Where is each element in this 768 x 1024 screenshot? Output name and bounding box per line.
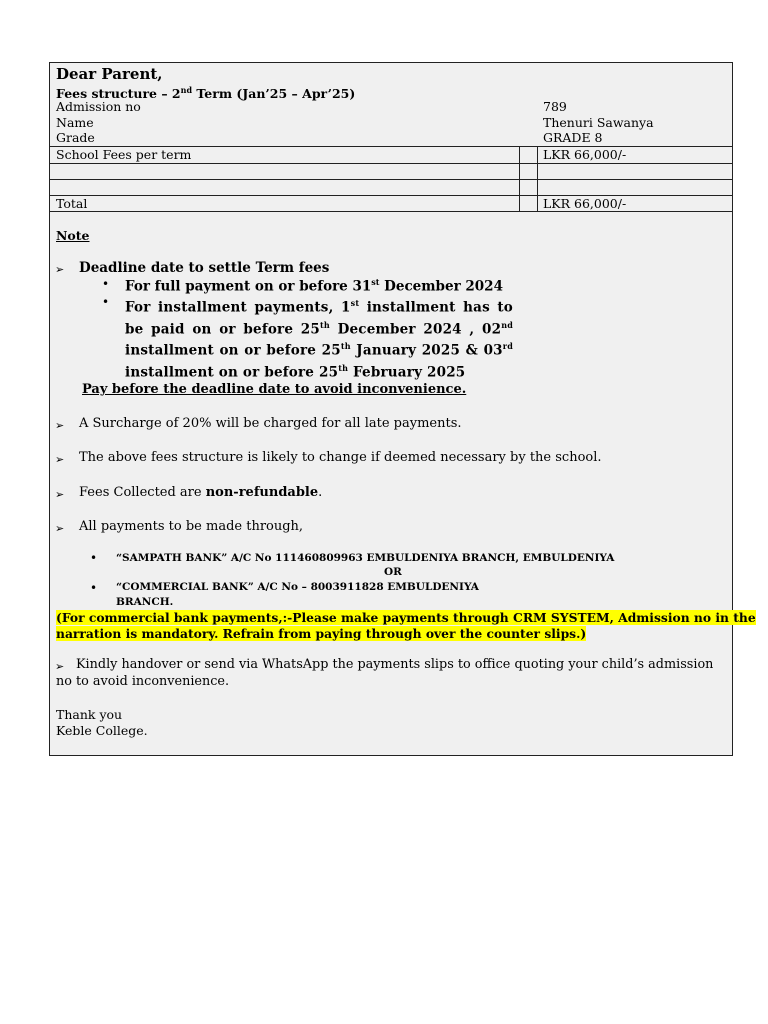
non-refundable-note: Fees Collected are non-refundable. xyxy=(79,485,323,500)
installment-deadlines: For installment payments, 1st installment has to be paid on or before 25th December 2024 , 02nd installment on or before 25th January 2025 & 03rd installment on or before 25th February 2025 xyxy=(125,298,514,380)
surcharge-note: A Surcharge of 20% will be charged for all late payments. xyxy=(79,416,462,431)
arrow-icon: ➢ xyxy=(55,419,65,432)
arrow-icon: ➢ xyxy=(55,453,65,466)
structure-change-note: The above fees structure is likely to change if deemed necessary by the school. xyxy=(79,450,602,465)
total-value: LKR 66,000/- xyxy=(543,196,627,211)
school-fees-value: LKR 66,000/- xyxy=(543,147,627,162)
full-payment-deadline: For full payment on or before 31st December 2024 xyxy=(125,277,503,295)
school-name: Keble College. xyxy=(56,723,148,738)
grade-label: Grade xyxy=(56,130,95,145)
pay-before-deadline: Pay before the deadline date to avoid inconvenience. xyxy=(82,382,467,397)
total-label: Total xyxy=(56,196,88,211)
commercial-bank-branch: BRANCH. xyxy=(116,596,174,608)
grade-value: GRADE 8 xyxy=(543,130,603,145)
deadline-heading: Deadline date to settle Term fees xyxy=(79,260,330,276)
sampath-bank-account: “SAMPATH BANK” A/C No 111460809963 EMBULDENIYA BRANCH, EMBULDENIYA xyxy=(116,552,615,564)
crm-system-highlight-line1: (For commercial bank payments,:-Please make payments through CRM SYSTEM, Admission no in the xyxy=(56,610,756,625)
note-title: Note xyxy=(56,228,90,243)
greeting: Dear Parent, xyxy=(56,65,163,83)
school-fees-label: School Fees per term xyxy=(56,147,192,162)
arrow-icon: ➢ xyxy=(55,660,65,673)
crm-system-highlight-line2: narration is mandatory. Refrain from paying through over the counter slips.) xyxy=(56,626,587,641)
bullet-icon: • xyxy=(90,581,98,595)
arrow-icon: ➢ xyxy=(55,522,65,535)
arrow-icon: ➢ xyxy=(55,263,65,276)
arrow-icon: ➢ xyxy=(55,488,65,501)
bullet-icon: • xyxy=(90,551,98,565)
admission-value: 789 xyxy=(543,99,567,114)
thank-you: Thank you xyxy=(56,707,123,722)
handover-note-line2: no to avoid inconvenience. xyxy=(56,674,230,689)
bullet-icon: • xyxy=(102,277,110,291)
fee-notice-box xyxy=(49,62,756,756)
commercial-bank-account: “COMMERCIAL BANK” A/C No – 8003911828 EMBULDENIYA xyxy=(116,581,479,593)
name-value: Thenuri Sawanya xyxy=(543,115,654,130)
admission-label: Admission no xyxy=(56,99,141,114)
bullet-icon: • xyxy=(102,295,110,309)
name-label: Name xyxy=(56,115,94,130)
fees-structure-title: Fees structure – 2nd Term (Jan’25 – Apr’25) xyxy=(56,85,356,102)
or-separator: OR xyxy=(384,566,402,578)
payments-through: All payments to be made through, xyxy=(79,519,304,534)
handover-note-line1: Kindly handover or send via WhatsApp the payments slips to office quoting your child’s admission xyxy=(76,657,714,672)
